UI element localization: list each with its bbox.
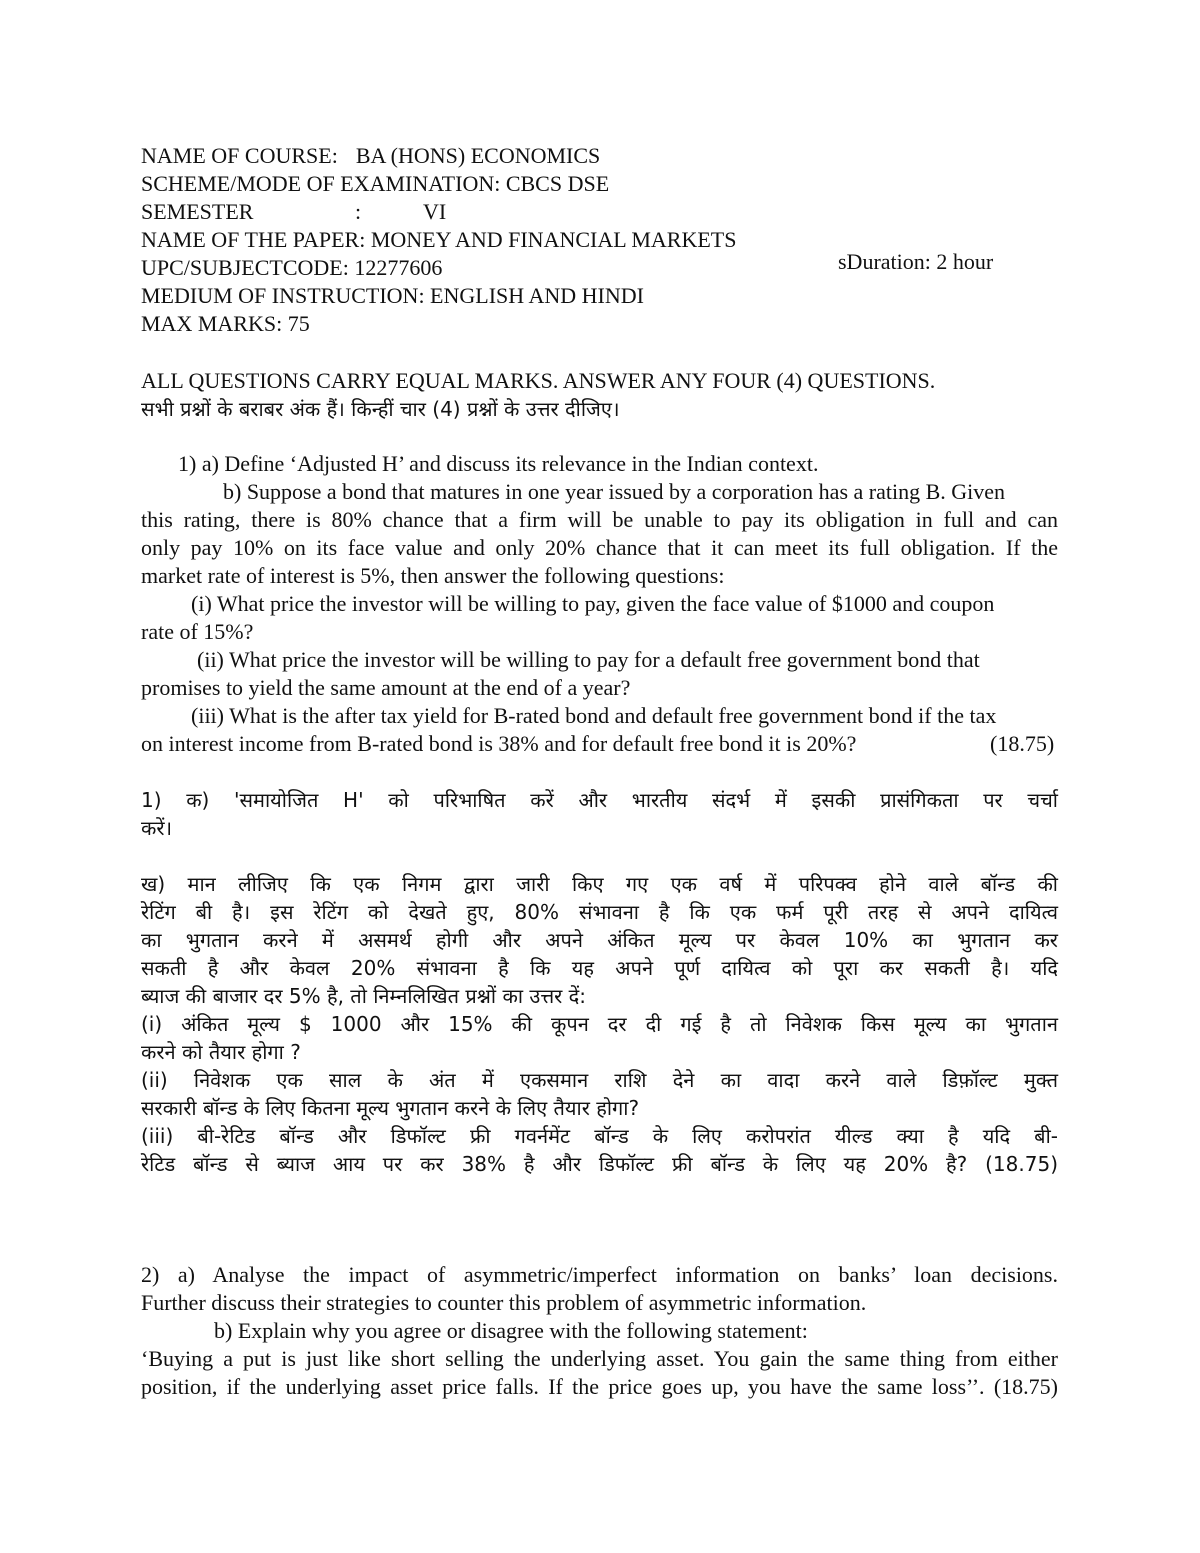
q1-sub-iii-line1: (iii) What is the after tax yield for B-rated bond and default free government bond if the tax — [191, 703, 997, 728]
q1-hi-sub-iii-line1: (iii) बी-रेटिड बॉन्ड और डिफॉल्ट फ्री गवर्नमेंट बॉन्ड के लिए करोपरांत यील्ड क्या है यदि बी- — [141, 1124, 1058, 1148]
q1-part-a-en: 1) a) Define ‘Adjusted H’ and discuss its relevance in the Indian context. — [178, 451, 819, 476]
q1-hi-sub-ii-line2: सरकारी बॉन्ड के लिए कितना मूल्य भुगतान करने के लिए तैयार होगा? — [141, 1096, 640, 1120]
max-marks-line: MAX MARKS: 75 — [141, 311, 310, 336]
instructions-hindi: सभी प्रश्नों के बराबर अंक हैं। किन्हीं चार (4) प्रश्नों के उत्तर दीजिए। — [141, 397, 620, 421]
q1-part-b-line3: only pay 10% on its face value and only 20% chance that it can meet its full obligation. If the — [141, 535, 1058, 560]
q1-hi-sub-i-line2: करने को तैयार होगा ? — [141, 1040, 301, 1064]
q1-part-b-line1: b) Suppose a bond that matures in one year issued by a corporation has a rating B. Given — [223, 479, 1006, 504]
q1-part-kha-line5: ब्याज की बाजार दर 5% है, तो निम्नलिखित प्रश्नों का उत्तर दें: — [141, 984, 587, 1008]
semester-colon: : — [355, 199, 362, 224]
q1-part-b-line2: this rating, there is 80% chance that a firm will be unable to pay its obligation in full and can — [141, 507, 1058, 532]
semester-value: VI — [423, 199, 447, 224]
q1-sub-iii-line2: on interest income from B-rated bond is 38% and for default free bond it is 20%? — [141, 731, 857, 756]
medium-line: MEDIUM OF INSTRUCTION: ENGLISH AND HINDI — [141, 283, 644, 308]
q2-part-a-line1: 2) a) Analyse the impact of asymmetric/imperfect information on banks’ loan decisions. — [141, 1262, 1058, 1287]
scheme-line: SCHEME/MODE OF EXAMINATION: CBCS DSE — [141, 171, 610, 196]
semester-label: SEMESTER — [141, 199, 254, 224]
q1-part-kha-line1: ख) मान लीजिए कि एक निगम द्वारा जारी किए गए एक वर्ष में परिपक्व होने वाले बॉन्ड की — [141, 872, 1058, 896]
q1-hi-sub-ii-line1: (ii) निवेशक एक साल के अंत में एकसमान राशि देने का वादा करने वाले डिफ़ॉल्ट मुक्त — [141, 1068, 1058, 1092]
duration-line: sDuration: 2 hour — [838, 249, 994, 274]
q1-marks: (18.75) — [990, 731, 1055, 756]
q1-part-kha-line3: का भुगतान करने में असमर्थ होगी और अपने अंकित मूल्य पर केवल 10% का भुगतान कर — [141, 928, 1058, 952]
course-line — [141, 142, 600, 170]
q1-sub-ii-line2: promises to yield the same amount at the end of a year? — [141, 675, 631, 700]
q1-sub-i-line2: rate of 15%? — [141, 619, 254, 644]
q1-part-b-line4: market rate of interest is 5%, then answer the following questions: — [141, 563, 725, 588]
q1-sub-ii-line1: (ii) What price the investor will be willing to pay for a default free government bond that — [197, 647, 980, 672]
course-value: BA (HONS) ECONOMICS — [355, 143, 601, 168]
q1-part-ka-line1: 1) क) 'समायोजित H' को परिभाषित करें और भारतीय संदर्भ में इसकी प्रासंगिकता पर चर्चा — [141, 788, 1058, 812]
q1-hi-sub-iii-line2: रेटिड बॉन्ड से ब्याज आय पर कर 38% है और डिफॉल्ट फ्री बॉन्ड के लिए यह 20% है? (18.75) — [141, 1152, 1058, 1176]
q1-part-kha-line2: रेटिंग बी है। इस रेटिंग को देखते हुए, 80% संभावना है कि एक फर्म पूरी तरह से अपने दायित्व — [141, 900, 1058, 924]
code-line: UPC/SUBJECTCODE: 12277606 — [141, 255, 443, 280]
instructions-english: ALL QUESTIONS CARRY EQUAL MARKS. ANSWER ANY FOUR (4) QUESTIONS. — [141, 368, 936, 393]
q1-hi-sub-i-line1: (i) अंकित मूल्य $ 1000 और 15% की कूपन दर दी गई है तो निवेशक किस मूल्य का भुगतान — [141, 1012, 1058, 1036]
q1-part-kha-line4: सकती है और केवल 20% संभावना है कि यह अपने पूर्ण दायित्व को पूरा कर सकती है। यदि — [141, 956, 1058, 980]
paper-line: NAME OF THE PAPER: MONEY AND FINANCIAL MARKETS — [141, 227, 737, 252]
q2-quote-line1: ‘Buying a put is just like short selling the underlying asset. You gain the same thing from either — [141, 1346, 1058, 1371]
q2-part-b: b) Explain why you agree or disagree with the following statement: — [214, 1318, 808, 1343]
course-label: NAME OF COURSE: — [141, 143, 338, 168]
semester-line — [141, 198, 446, 226]
q1-sub-i-line1: (i) What price the investor will be willing to pay, given the face value of $1000 and coupon — [191, 591, 995, 616]
q1-part-ka-line2: करें। — [141, 816, 173, 840]
q2-quote-line2: position, if the underlying asset price falls. If the price goes up, you have the same loss’’. (18.75) — [141, 1374, 1058, 1399]
q2-part-a-line2: Further discuss their strategies to counter this problem of asymmetric information. — [141, 1290, 867, 1315]
